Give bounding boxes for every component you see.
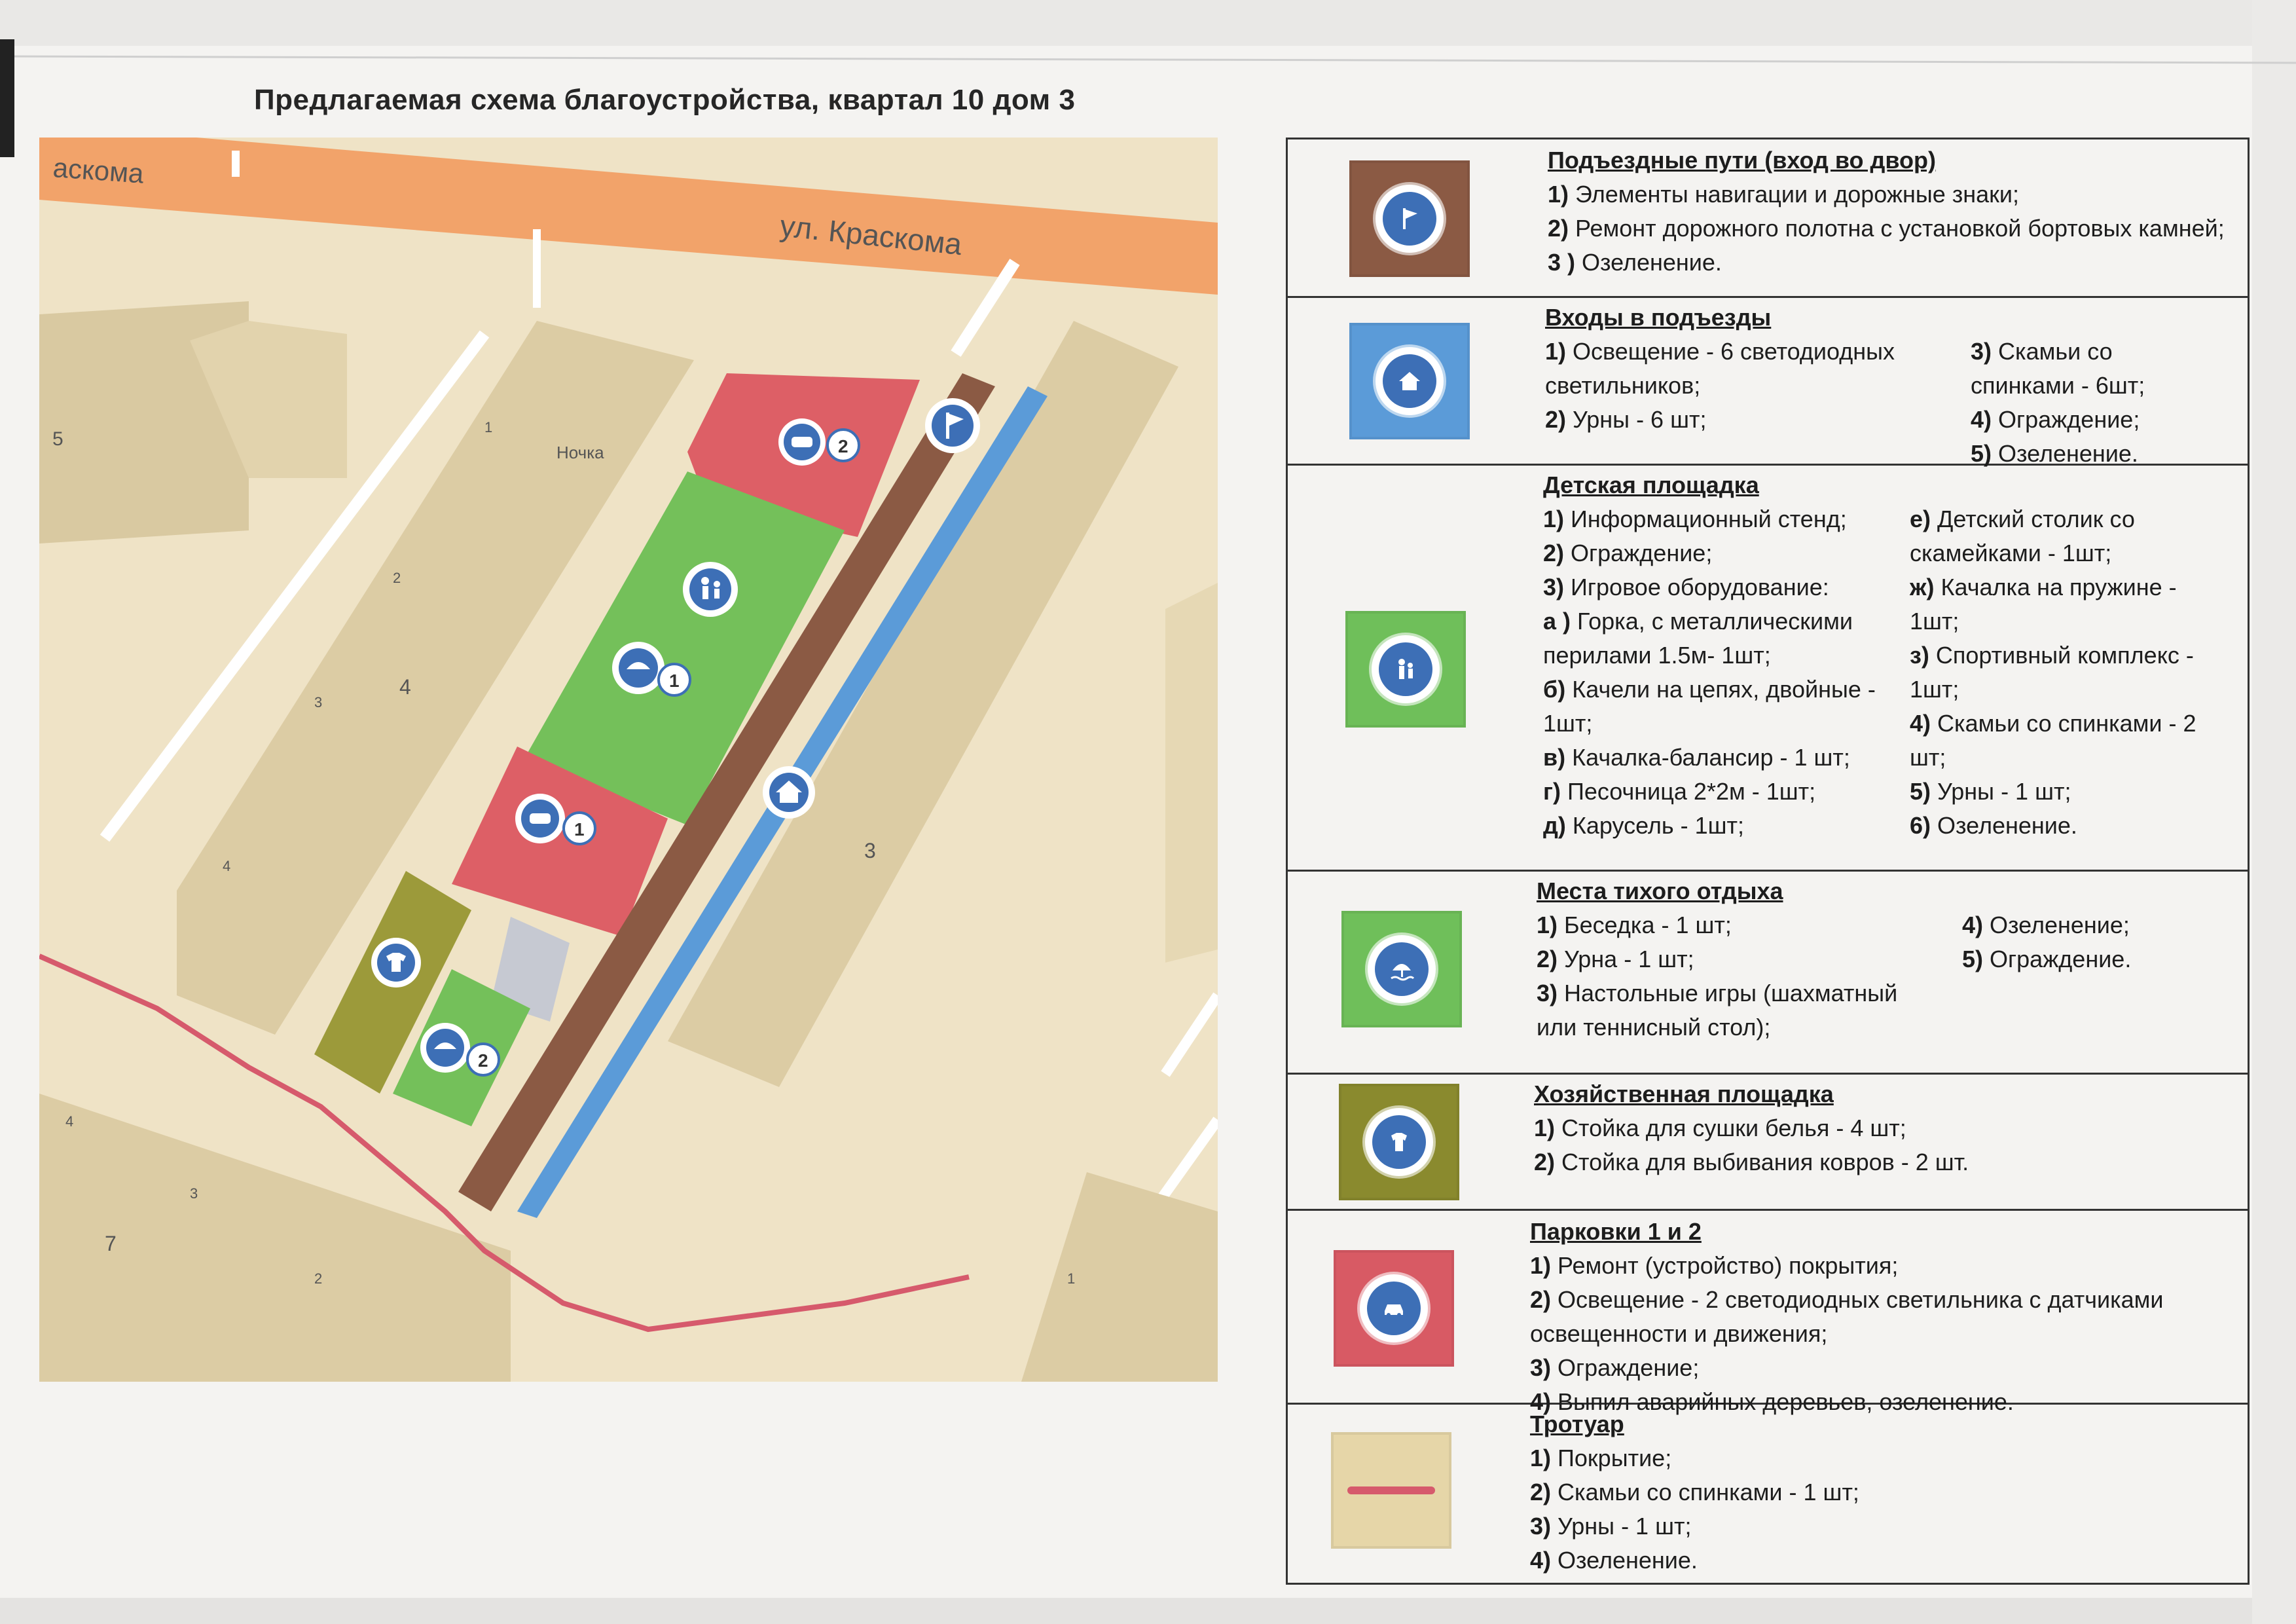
legend-item: Скамьи со спинками - 1 шт; — [1558, 1479, 1859, 1505]
legend-item: Спортивный комплекс - 1шт; — [1910, 642, 2194, 703]
zone-badge: 1 — [669, 671, 680, 691]
legend-item: Настольные игры (шахматный или теннисный стол); — [1537, 980, 1898, 1041]
legend-item: Озеленение. — [1558, 1547, 1698, 1574]
legend-item: Ограждение; — [1998, 406, 2140, 433]
legend-item: Урна - 1 шт; — [1564, 946, 1694, 972]
flag-icon — [1383, 192, 1436, 246]
legend-item: Озеленение. — [1998, 440, 2138, 467]
legend-item: Освещение - 2 светодиодных светильника с датчиками освещенности и движения; — [1530, 1286, 2164, 1347]
house-number-7: 7 — [105, 1232, 117, 1255]
zone-badge: 2 — [838, 436, 848, 456]
marker-household[interactable] — [371, 938, 421, 987]
shop-label: Ночка — [556, 443, 604, 462]
legend-item: Ремонт дорожного полотна с установкой бортовых камней; — [1575, 215, 2225, 242]
legend-item: Горка, с металлическими перилами 1.5м- 1шт; — [1543, 608, 1853, 669]
path-line-icon — [1347, 1486, 1435, 1494]
legend-item: Урны - 1 шт; — [1937, 778, 2071, 805]
legend-item: Ограждение; — [1571, 540, 1713, 566]
legend-item: Карусель - 1шт; — [1572, 812, 1745, 839]
legend-item: Стойка для выбивания ковров - 2 шт. — [1561, 1149, 1969, 1175]
legend-row-quiet: Места тихого отдыха 1) Беседка - 1 шт; 2) Урна - 1 шт; 3) Настольные игры (шахматный или теннисный стол); 4) Озеленение; 5) Ограждение. — [1288, 872, 2248, 1075]
entrance-number: 3 — [190, 1185, 198, 1202]
legend-heading-sidewalk: Тротуар — [1530, 1411, 1624, 1437]
entrance-number: 1 — [1067, 1270, 1076, 1287]
site-plan-map[interactable] — [39, 138, 1218, 1382]
legend-item: Скамьи со спинками - 2 шт; — [1910, 710, 2196, 771]
house-icon — [1383, 354, 1436, 408]
house-number-5: 5 — [52, 428, 64, 450]
legend-heading-playground: Детская площадка — [1543, 471, 1759, 498]
map-canvas[interactable] — [39, 138, 1218, 1382]
legend-swatch-sidewalk — [1331, 1432, 1451, 1549]
street-label-main: ул. Краскома — [778, 208, 964, 262]
car-icon — [1367, 1282, 1421, 1335]
tshirt-icon — [1372, 1115, 1426, 1169]
legend-item: Качели на цепях, двойные - 1шт; — [1543, 676, 1876, 737]
legend-item: Ремонт (устройство) покрытия; — [1558, 1252, 1899, 1279]
legend-item: Урны - 1 шт; — [1558, 1513, 1692, 1540]
legend-row-sidewalk: Тротуар 1) Покрытие; 2) Скамьи со спинками - 1 шт; 3) Урны - 1 шт; 4) Озеленение. — [1288, 1405, 2248, 1583]
legend-swatch-household — [1339, 1084, 1459, 1200]
legend-row-access: Подъездные пути (вход во двор) 1) Элементы навигации и дорожные знаки; 2) Ремонт дорожного полотна с установкой бортовых камней; 3 ) Озеленение. — [1288, 139, 2248, 298]
legend-heading-access: Подъездные пути (вход во двор) — [1548, 147, 1936, 174]
marker-playground[interactable] — [683, 562, 738, 617]
legend-heading-household: Хозяйственная площадка — [1534, 1080, 1834, 1107]
legend-item: Элементы навигации и дорожные знаки; — [1575, 181, 2020, 208]
legend-item: Качалка на пружине - 1шт; — [1910, 574, 2177, 635]
house-number-3: 3 — [864, 839, 876, 862]
marker-entrance[interactable] — [763, 766, 815, 819]
legend-item: Урны - 6 шт; — [1573, 406, 1707, 433]
legend-item: Озеленение. — [1582, 249, 1722, 276]
legend-heading-entrance: Входы в подъезды — [1545, 304, 1772, 331]
legend-item: Освещение - 6 светодиодных светильников; — [1545, 338, 1895, 399]
legend-row-entrance: Входы в подъезды 1) Освещение - 6 светодиодных светильников; 2) Урны - 6 шт; 3) Скамьи со спинками - 6шт; 4) Ограждение; 5) Озеленение. — [1288, 298, 2248, 466]
house-number-4: 4 — [399, 675, 411, 699]
legend-heading-quiet: Места тихого отдыха — [1537, 877, 1783, 904]
legend-item: Детский столик со скамейками - 1шт; — [1910, 506, 2135, 566]
legend-table — [1286, 138, 2250, 1585]
legend-item: Скамьи со спинками - 6шт; — [1971, 338, 2145, 399]
entrance-number: 2 — [393, 570, 401, 586]
zone-badge: 2 — [478, 1050, 488, 1071]
marker-access-flag[interactable] — [925, 398, 980, 453]
legend-item: Покрытие; — [1558, 1445, 1672, 1471]
legend-item: Информационный стенд; — [1571, 506, 1847, 532]
family-icon — [1379, 642, 1432, 696]
legend-item: Ограждение; — [1558, 1354, 1700, 1381]
legend-item: Выпил аварийных деревьев, озеленение. — [1558, 1388, 2014, 1415]
legend-row-household: Хозяйственная площадка 1) Стойка для сушки белья - 4 шт; 2) Стойка для выбивания ковров - 2 шт. — [1288, 1075, 2248, 1211]
legend-heading-parking: Парковки 1 и 2 — [1530, 1218, 1702, 1245]
entrance-number: 4 — [65, 1113, 74, 1130]
beach-umbrella-icon — [1375, 942, 1429, 996]
legend-item: Ограждение. — [1990, 946, 2132, 972]
legend-item: Озеленение. — [1937, 812, 2077, 839]
legend-item: Стойка для сушки белья - 4 шт; — [1561, 1115, 1906, 1141]
entrance-number: 4 — [223, 858, 231, 874]
legend-swatch-quiet — [1341, 911, 1462, 1027]
legend-swatch-parking — [1334, 1250, 1454, 1367]
legend-item: Беседка - 1 шт; — [1564, 912, 1732, 938]
legend-swatch-access — [1349, 160, 1470, 277]
street-label-left: аскома — [52, 152, 145, 189]
legend-row-playground: Детская площадка 1) Информационный стенд; 2) Ограждение; 3) Игровое оборудование: а ) Горка, с металлическими перилами 1.5м- 1шт; б) Качели на цепях, двойные - 1шт; в) Качалка-балансир - 1 шт; г) Песочница 2*2м - 1шт; д) Карусель - 1шт; е) Детский столик со скамейками - 1шт; ж) Качалка на пружине - 1шт; з) Спортивный комплекс - 1шт; 4) Скамьи со спинками - 2 шт; 5) Урны - 1 шт; 6) Озеленение. — [1288, 466, 2248, 872]
legend-item: Игровое оборудование: — [1571, 574, 1829, 600]
entrance-number: 1 — [484, 419, 493, 435]
legend-item: Песочница 2*2м - 1шт; — [1567, 778, 1816, 805]
entrance-number: 2 — [314, 1270, 323, 1287]
legend-swatch-playground — [1345, 611, 1466, 728]
page-title: Предлагаемая схема благоустройства, квартал 10 дом 3 — [254, 84, 1076, 116]
legend-item: Качалка-балансир - 1 шт; — [1572, 744, 1850, 771]
legend-swatch-entrance — [1349, 323, 1470, 439]
entrance-number: 3 — [314, 694, 323, 710]
legend-row-parking: Парковки 1 и 2 1) Ремонт (устройство) покрытия; 2) Освещение - 2 светодиодных светильника с датчиками освещенности и движения; 3) Ограждение; 4) Выпил аварийных деревьев, озеленение. — [1288, 1211, 2248, 1405]
zone-badge: 1 — [574, 819, 585, 840]
legend-item: Озеленение; — [1990, 912, 2130, 938]
